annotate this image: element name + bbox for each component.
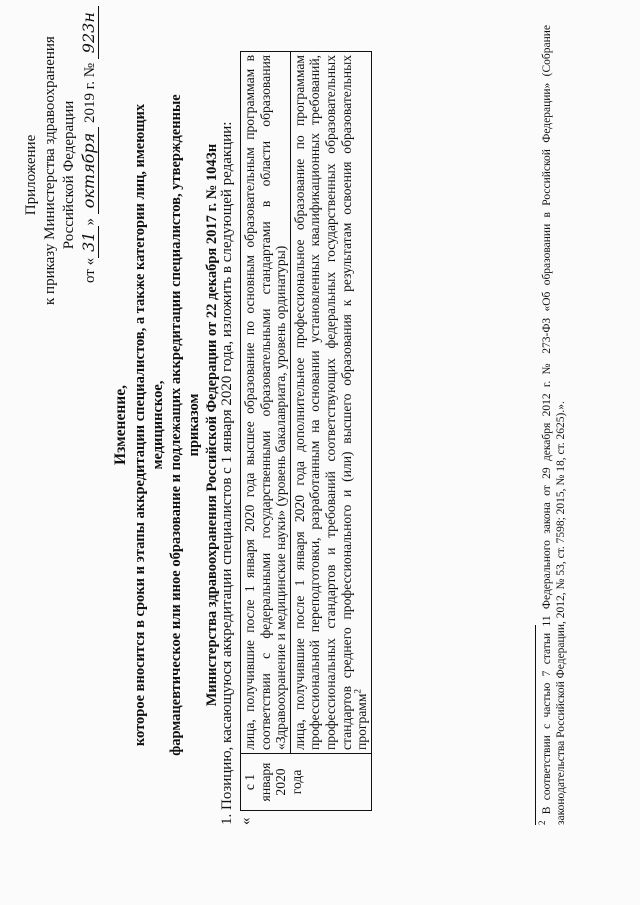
order-year: 2019 г. № [82,62,98,123]
period-cell: с 1 января 2020 года [241,754,372,811]
appendix-order-ref: к приказу Министерства здравоохранения [42,36,58,305]
footnote-text: В соответствии с частью 7 статьи 11 Федерального закона от 29 декабря 2012 г. № 273-ФЗ «Об образовании в Российской Федерации» (Собрание законодательства Российской Федерации, 2012, № 53, ст. 7598; 2015, № 18, ст. 2625).». [541,25,567,825]
order-number-handwritten: 923н [79,6,99,59]
table-row [290,52,371,811]
appendix-order-date [79,12,100,305]
heading-line-2: фармацевтическое или иное образование и подлежащих аккредитации специалистов, утвержденные приказом [168,94,202,756]
order-month-handwritten: октября [79,127,99,215]
category-cell-2 [290,52,371,754]
order-date-prefix: от « [82,257,98,283]
category-cell-1: лица, получившие после 1 января 2020 года высшее образование по основным образовательным программам в соответствии с федеральными государственными образовательными стандартами в области образования «Здравоохранение и медицинские науки» (уровень бакалавриата, уровень ординатуры) [241,52,291,754]
order-date-mid: » [82,218,98,226]
accreditation-table [240,51,372,811]
heading-line-1: которое вносится в сроки и этапы аккредитации специалистов, а также категории лиц, имеющих медицинское, [132,103,166,747]
footnote [537,25,568,825]
table-row [241,52,291,811]
appendix-block [22,12,100,305]
category-text-2: лица, получившие после 1 января 2020 года дополнительное профессиональное образование по программам профессиональной переподготовки, разработанным на основании установленных квалификационных требований, профессиональных стандартов и требований соответствующих федеральных государственных образовательных стандартов среднего профессионального и (или) высшего образования к результатам освоения образовательных программ [291,55,370,750]
document-heading [112,75,221,775]
footnote-divider [535,625,536,825]
opening-quote: « [238,817,254,825]
footnote-ref: 2 [352,689,363,694]
heading-title: Изменение, [112,385,129,465]
footnote-mark: 2 [537,820,548,825]
appendix-ministry: Российской Федерации [61,100,77,250]
appendix-title: Приложение [23,134,39,216]
order-day-handwritten: 31 [79,226,99,258]
heading-line-3: Министерства здравоохранения Российской Федерации от 22 декабря 2017 г. № 1043н [204,143,220,707]
intro-paragraph: 1. Позицию, касающуюся аккредитации специалистов с 1 января 2020 года, изложить в следующей редакции: [219,121,235,825]
